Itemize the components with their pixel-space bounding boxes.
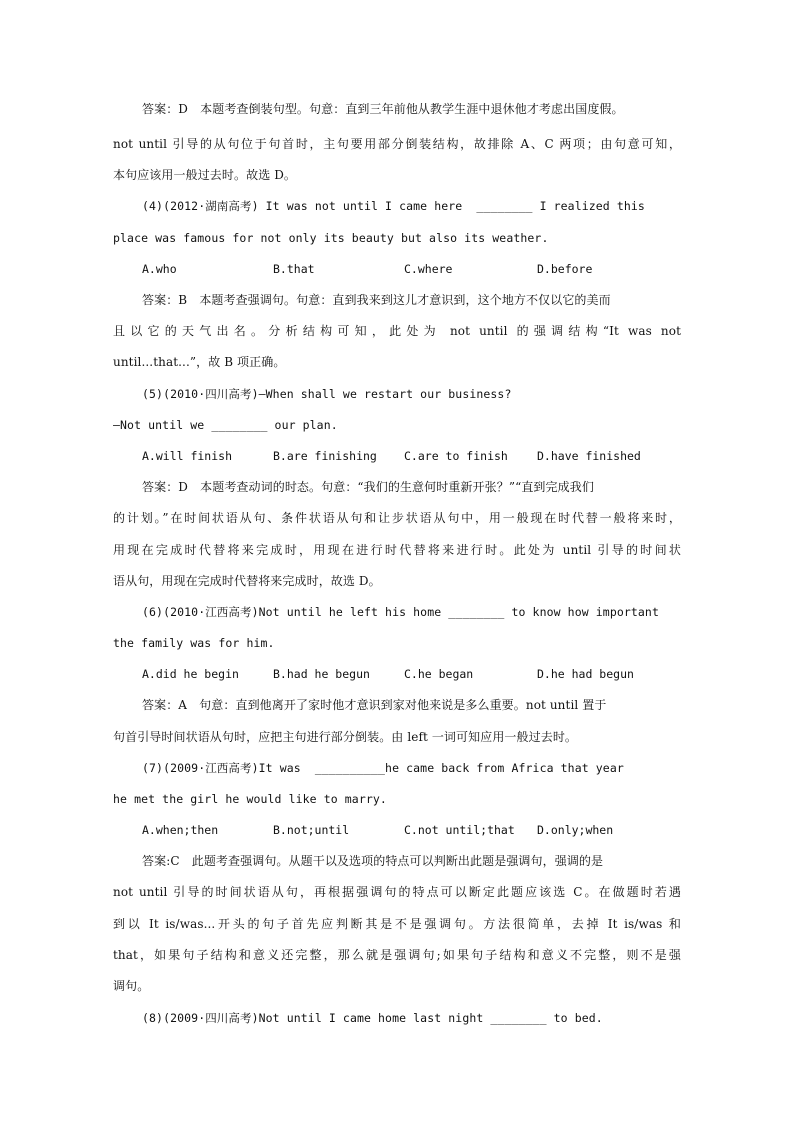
answer-4-line-3: until...that...”，故 B 项正确。 xyxy=(113,355,286,369)
option-a: A.when;then xyxy=(142,823,219,837)
option-c: C.not until;that xyxy=(404,823,515,837)
question-4-options xyxy=(142,261,662,277)
question-6-line-2: the family was for him. xyxy=(113,636,275,650)
answer-7-line-1: 答案:C 此题考查强调句。从题干以及选项的特点可以判断出此题是强调句，强调的是 xyxy=(142,854,604,868)
answer-7-line-2: not until 引导的时间状语从句，再根据强调句的特点可以断定此题应该选 C。在做题时若遇 xyxy=(113,885,681,899)
question-8-line-1: (8)(2009·四川高考)Not until I came home last night ________ to bed. xyxy=(142,1011,603,1025)
question-7-line-2: he met the girl he would like to marry. xyxy=(113,792,387,806)
option-a: A.who xyxy=(142,262,177,276)
question-5-line-2: —Not until we ________ our plan. xyxy=(113,418,338,432)
option-b: B.that xyxy=(273,262,315,276)
answer-5-line-4: 语从句，用现在完成时代替将来完成时，故选 D。 xyxy=(113,574,381,588)
answer-6-line-1: 答案：A 句意：直到他离开了家时他才意识到家对他来说是多么重要。not until 置于 xyxy=(142,698,607,712)
answer-3-line-3: 本句应该用一般过去时。故选 D。 xyxy=(113,168,297,182)
answer-4-line-2: 且以它的天气出名。分析结构可知，此处为 not until 的强调结构“It was not xyxy=(113,324,681,338)
option-a: A.did he begin xyxy=(142,667,239,681)
option-b: B.had he begun xyxy=(273,667,370,681)
answer-7-line-4: that，如果句子结构和意义还完整，那么就是强调句;如果句子结构和意义不完整，则不是强 xyxy=(113,948,681,962)
option-c: C.are to finish xyxy=(404,449,508,463)
option-b: B.are finishing xyxy=(273,449,377,463)
question-7-options xyxy=(142,822,662,838)
answer-3-line-1: 答案：D 本题考查倒装句型。句意：直到三年前他从教学生涯中退休他才考虑出国度假。 xyxy=(142,102,624,116)
answer-4-line-1: 答案：B 本题考查强调句。句意：直到我来到这儿才意识到，这个地方不仅以它的美而 xyxy=(142,293,611,307)
answer-5-line-3: 用现在完成时代替将来完成时，用现在进行时代替将来进行时。此处为 until 引导的时间状 xyxy=(113,543,681,557)
question-4-line-2: place was famous for not only its beauty but also its weather. xyxy=(113,231,549,245)
option-c: C.where xyxy=(404,262,453,276)
question-7-line-1: (7)(2009·江西高考)It was __________he came back from Africa that year xyxy=(142,761,624,775)
option-c: C.he began xyxy=(404,667,474,681)
question-5-line-1: (5)(2010·四川高考)—When shall we restart our business? xyxy=(142,387,512,401)
option-d: D.only;when xyxy=(537,823,614,837)
question-4-line-1: (4)(2012·湖南高考) It was not until I came here ________ I realized this xyxy=(142,199,645,213)
answer-6-line-2: 句首引导时间状语从句时，应把主句进行部分倒装。由 left 一词可知应用一般过去时。 xyxy=(113,730,578,744)
question-6-options xyxy=(142,666,662,682)
answer-5-line-1: 答案：D 本题考查动词的时态。句意：“我们的生意何时重新开张？”“直到完成我们 xyxy=(142,480,594,494)
answer-5-line-2: 的计划。”在时间状语从句、条件状语从句和让步状语从句中，用一般现在时代替一般将来时， xyxy=(113,511,681,525)
answer-7-line-5: 调句。 xyxy=(113,979,150,993)
answer-3-line-2: not until 引导的从句位于句首时，主句要用部分倒装结构，故排除 A、C 两项；由句意可知， xyxy=(113,137,681,151)
option-d: D.before xyxy=(537,262,593,276)
option-d: D.he had begun xyxy=(537,667,634,681)
question-5-options xyxy=(142,448,662,464)
answer-7-line-3: 到以 It is/was...开头的句子首先应判断其是不是强调句。方法很简单，去掉 It is/was 和 xyxy=(113,917,681,931)
question-6-line-1: (6)(2010·江西高考)Not until he left his home ________ to know how important xyxy=(142,605,659,619)
option-d: D.have finished xyxy=(537,449,641,463)
option-a: A.will finish xyxy=(142,449,233,463)
option-b: B.not;until xyxy=(273,823,350,837)
